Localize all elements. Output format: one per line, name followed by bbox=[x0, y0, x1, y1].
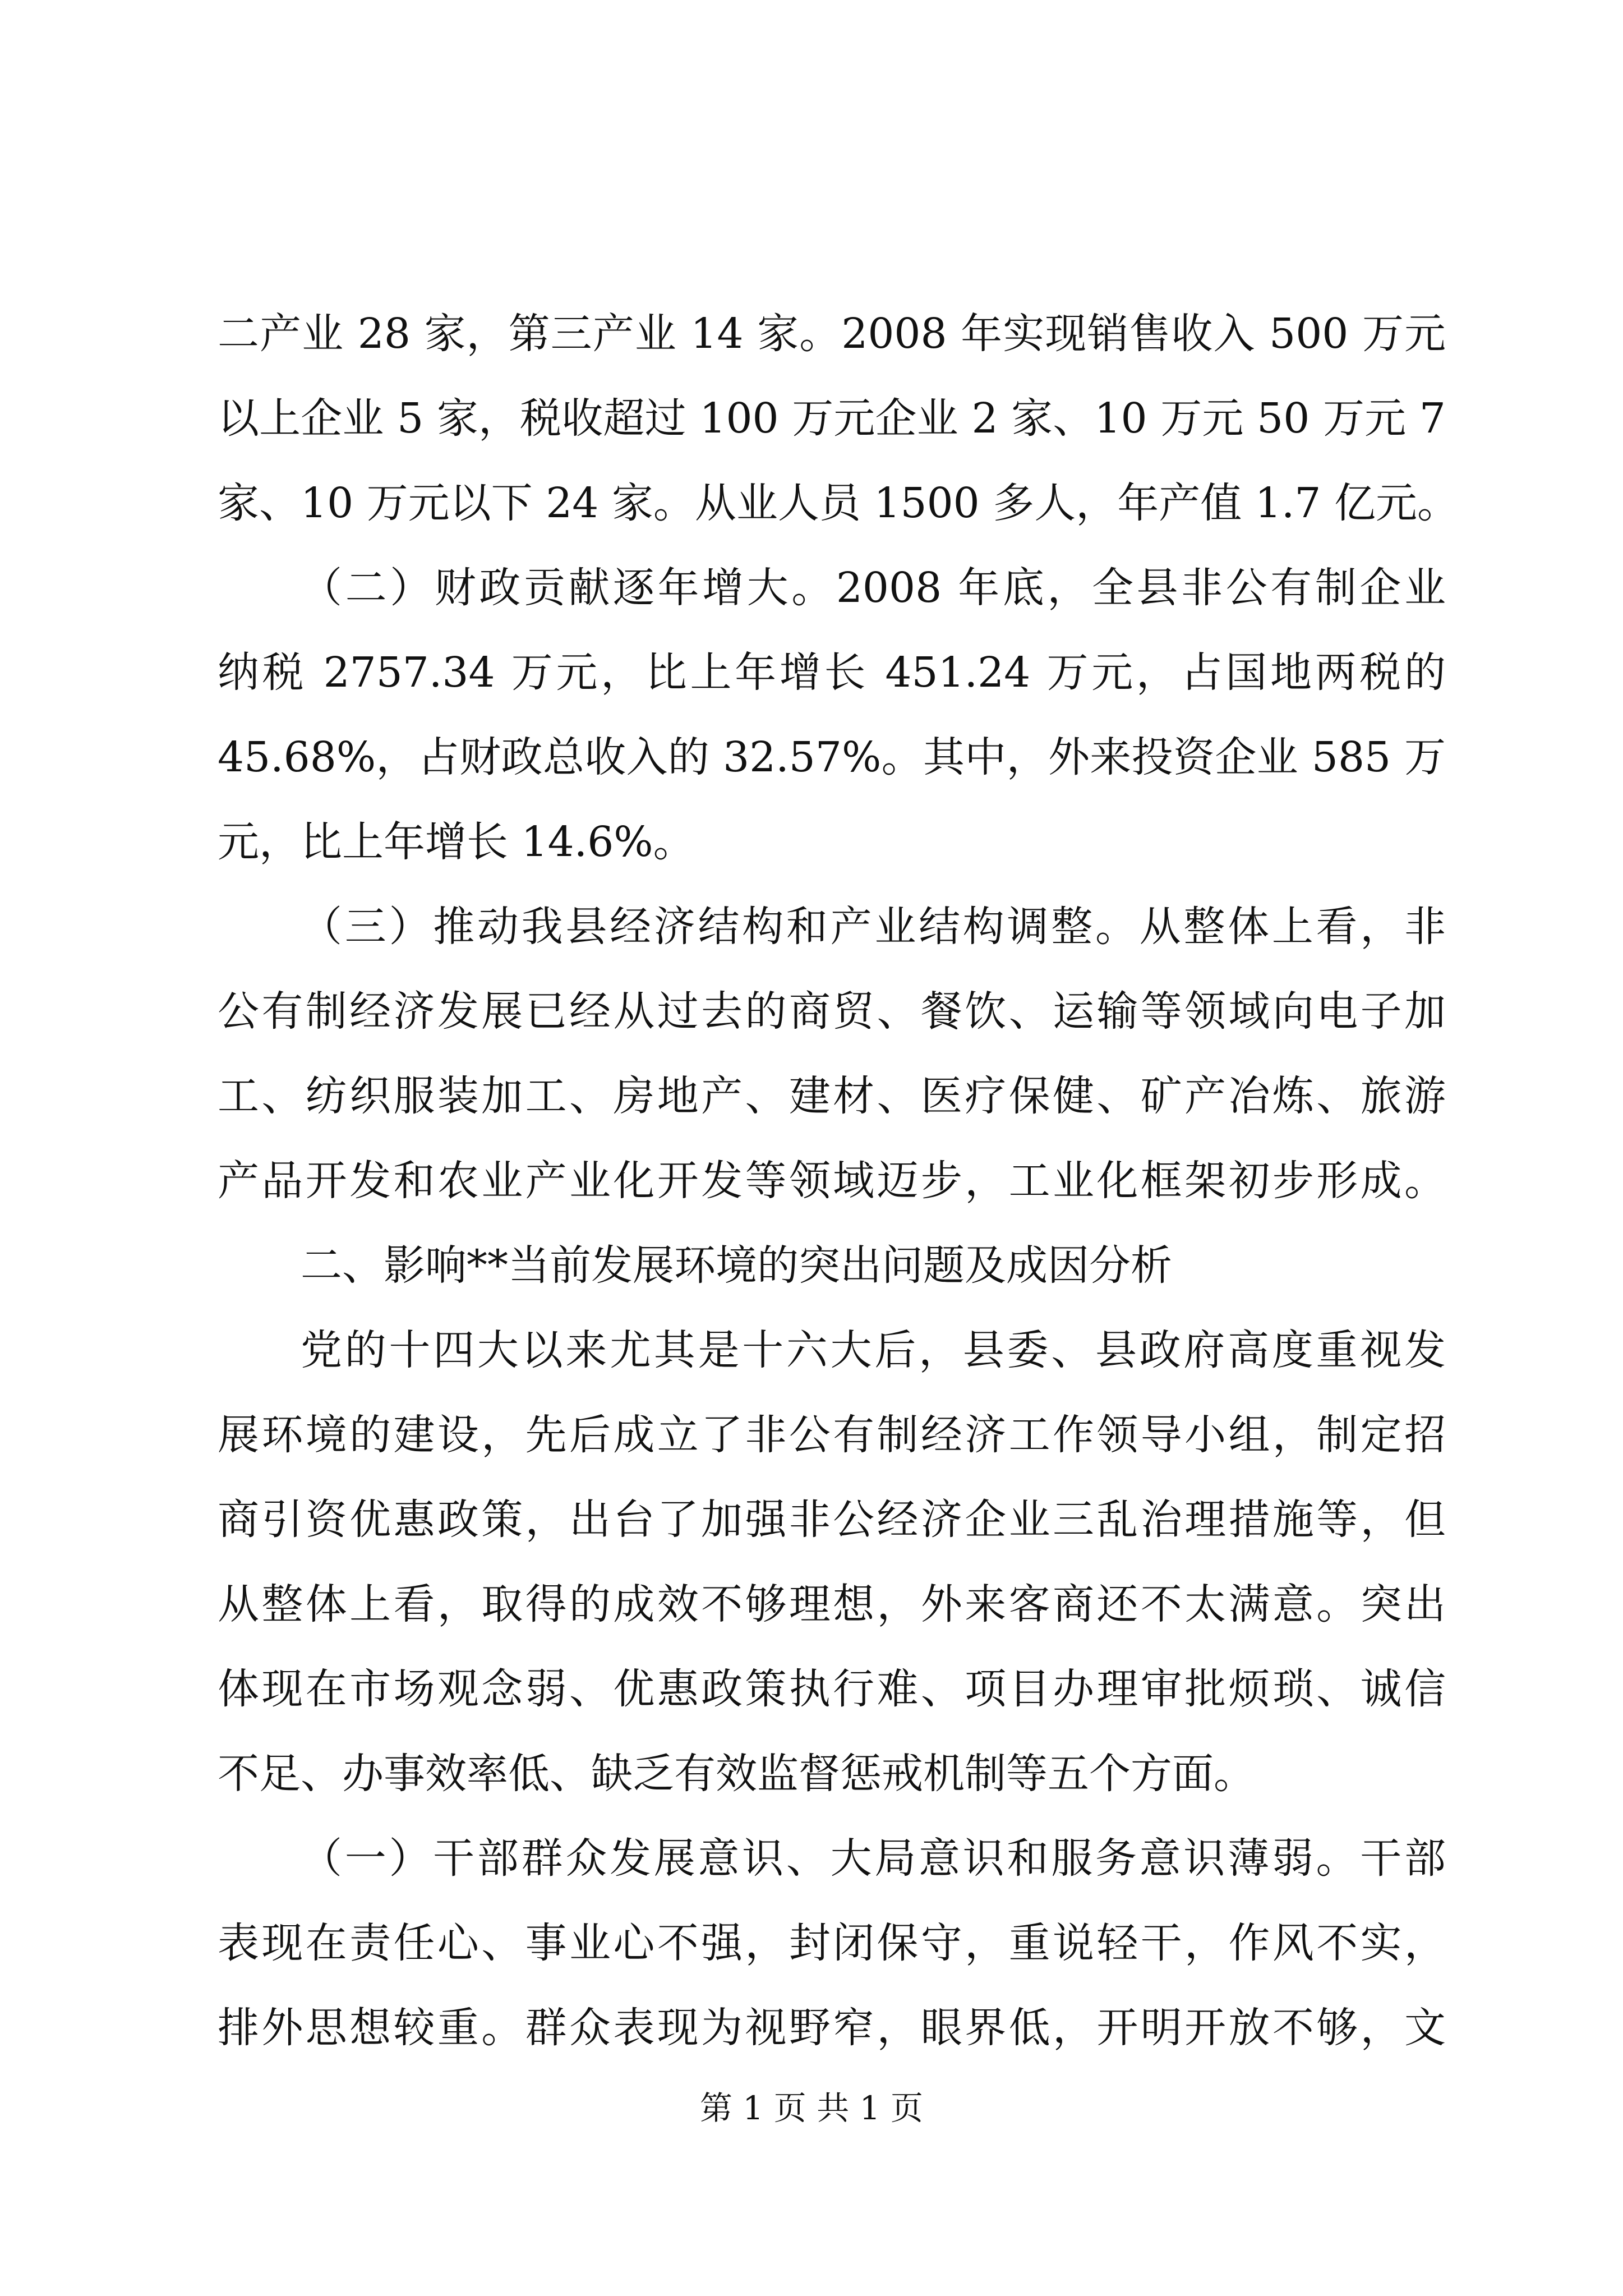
document-body bbox=[218, 292, 1459, 2070]
text-line: 工、纺织服装加工、房地产、建材、医疗保健、矿产冶炼、旅游 bbox=[218, 1072, 1446, 1120]
text-line: 纳税 2757.34 万元，比上年增长 451.24 万元，占国地两税的 bbox=[218, 648, 1446, 697]
section-heading: 二、影响**当前发展环境的突出问题及成因分析 bbox=[301, 1241, 1172, 1290]
text-line: 从整体上看，取得的成效不够理想，外来客商还不太满意。突出 bbox=[218, 1580, 1446, 1628]
text-line: 以上企业 5 家，税收超过 100 万元企业 2 家、10 万元 50 万元 7 bbox=[218, 394, 1446, 443]
text-line: 表现在责任心、事业心不强，封闭保守，重说轻干，作风不实， bbox=[218, 1919, 1446, 1967]
text-line: 二产业 28 家，第三产业 14 家。2008 年实现销售收入 500 万元 bbox=[218, 310, 1446, 358]
text-line: 家、10 万元以下 24 家。从业人员 1500 多人，年产值 1.7 亿元。 bbox=[218, 479, 1459, 527]
page-footer: 第 1 页 共 1 页 bbox=[700, 2089, 923, 2127]
text-line: 展环境的建设，先后成立了非公有制经济工作领导小组，制定招 bbox=[218, 1411, 1446, 1459]
text-line: （三）推动我县经济结构和产业结构调整。从整体上看，非 bbox=[301, 903, 1446, 951]
text-line: 党的十四大以来尤其是十六大后，县委、县政府高度重视发 bbox=[301, 1326, 1446, 1374]
text-line: 产品开发和农业产业化开发等领域迈步，工业化框架初步形成。 bbox=[218, 1157, 1446, 1205]
text-line: 体现在市场观念弱、优惠政策执行难、项目办理审批烦琐、诚信 bbox=[218, 1665, 1446, 1713]
text-line: 排外思想较重。群众表现为视野窄，眼界低，开明开放不够，文 bbox=[218, 2004, 1446, 2052]
text-line: 商引资优惠政策，出台了加强非公经济企业三乱治理措施等，但 bbox=[218, 1496, 1446, 1544]
text-line: （一）干部群众发展意识、大局意识和服务意识薄弱。干部 bbox=[301, 1834, 1446, 1883]
text-line: 公有制经济发展已经从过去的商贸、餐饮、运输等领域向电子加 bbox=[218, 987, 1446, 1036]
text-line: 45.68%，占财政总收入的 32.57%。其中，外来投资企业 585 万 bbox=[218, 733, 1446, 781]
text-line: 元，比上年增长 14.6%。 bbox=[218, 818, 695, 866]
text-line: （二）财政贡献逐年增大。2008 年底，全县非公有制企业 bbox=[301, 564, 1446, 612]
text-line: 不足、办事效率低、缺乏有效监督惩戒机制等五个方面。 bbox=[218, 1750, 1255, 1798]
